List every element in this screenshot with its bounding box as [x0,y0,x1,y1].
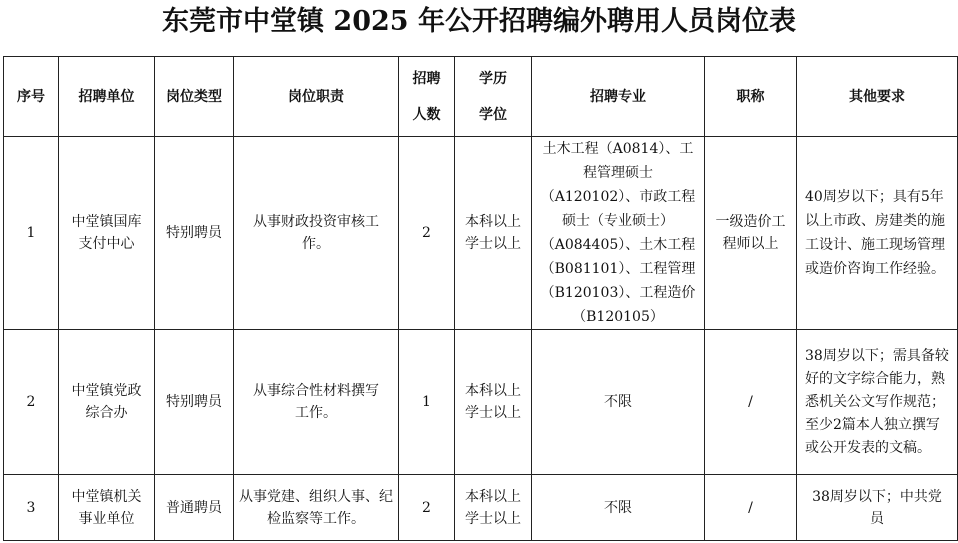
header-count-line1: 招聘 [412,70,441,87]
cell-unit: 中堂镇党政综合办 [59,330,155,475]
cell-duty: 从事财政投资审核工作。 [234,137,399,330]
cell-duty: 从事党建、组织人事、纪检监察等工作。 [234,475,399,541]
cell-type: 特别聘员 [155,137,234,330]
cell-other: 40周岁以下；具有5年以上市政、房建类的施工设计、施工现场管理或造价咨询工作经验。 [797,137,958,330]
header-unit: 招聘单位 [59,57,155,137]
header-edu-line1: 学历 [479,70,507,87]
cell-edu: 本科以上学士以上 [455,475,532,541]
cell-title: / [705,475,797,541]
cell-count: 2 [399,137,455,330]
header-other: 其他要求 [797,57,958,137]
cell-edu: 本科以上学士以上 [455,137,532,330]
cell-seq: 2 [4,330,59,475]
positions-table [3,56,958,541]
header-major: 招聘专业 [532,57,705,137]
cell-other: 38周岁以下；中共党员 [797,475,958,541]
header-row [4,57,958,137]
page-title: 东莞市中堂镇 2025 年公开招聘编外聘用人员岗位表 [162,6,796,37]
header-duty: 岗位职责 [234,57,399,137]
cell-seq: 3 [4,475,59,541]
cell-duty: 从事综合性材料撰写工作。 [234,330,399,475]
cell-type: 特别聘员 [155,330,234,475]
header-seq: 序号 [4,57,59,137]
cell-other: 38周岁以下；需具备较好的文字综合能力，熟悉机关公文写作规范；至少2篇本人独立撰写或公开发表的文稿。 [797,330,958,475]
cell-edu: 本科以上学士以上 [455,330,532,475]
cell-title: 一级造价工程师以上 [705,137,797,330]
header-edu [455,57,532,137]
cell-count: 2 [399,475,455,541]
header-edu-line2: 学位 [479,106,507,123]
cell-seq: 1 [4,137,59,330]
cell-unit: 中堂镇机关事业单位 [59,475,155,541]
cell-major: 不限 [532,475,705,541]
header-type: 岗位类型 [155,57,234,137]
table-row [4,330,958,475]
cell-major: 土木工程（A0814）、工程管理硕士（A120102）、市政工程硕士（专业硕士）（A084405）、土木工程（B081101）、工程管理（B120103）、工程造价（B120105） [532,137,705,330]
table-row [4,475,958,541]
header-count-line2: 人数 [412,106,441,123]
table-row [4,137,958,330]
cell-type: 普通聘员 [155,475,234,541]
header-count [399,57,455,137]
cell-count: 1 [399,330,455,475]
cell-title: / [705,330,797,475]
cell-unit: 中堂镇国库支付中心 [59,137,155,330]
cell-major: 不限 [532,330,705,475]
header-title: 职称 [705,57,797,137]
